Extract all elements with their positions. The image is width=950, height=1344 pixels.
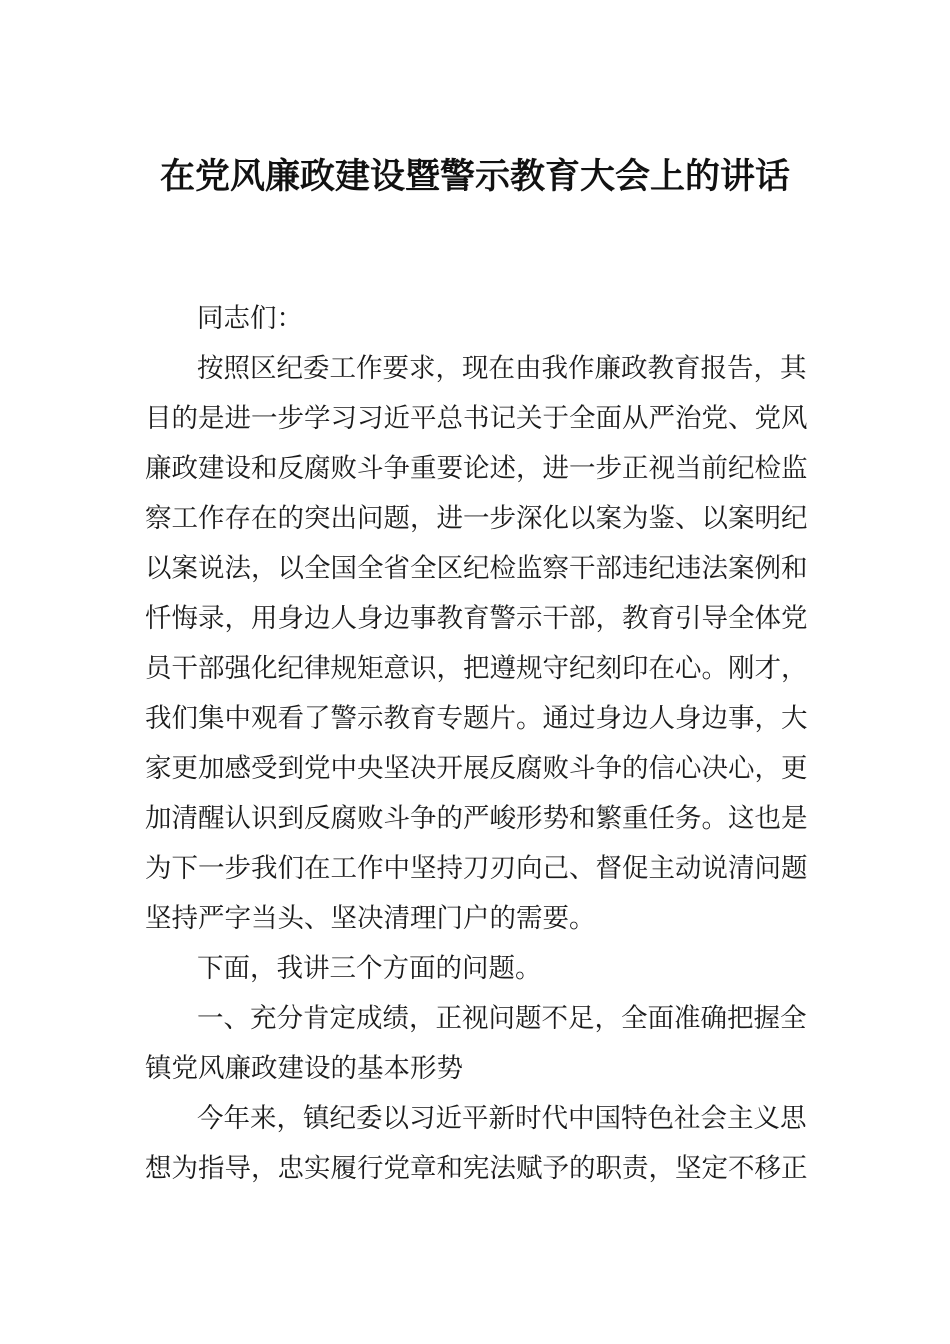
body-line: 我们集中观看了警示教育专题片。通过身边人身边事，大	[145, 703, 808, 734]
body-line: 加清醒认识到反腐败斗争的严峻形势和繁重任务。这也是	[145, 803, 808, 834]
body-line: 按照区纪委工作要求，现在由我作廉政教育报告，其	[197, 353, 807, 384]
body-line: 察工作存在的突出问题，进一步深化以案为鉴、以案明纪	[145, 503, 808, 534]
body-line: 今年来，镇纪委以习近平新时代中国特色社会主义思	[197, 1103, 807, 1134]
body-line: 廉政建设和反腐败斗争重要论述，进一步正视当前纪检监	[145, 453, 808, 484]
body-line: 为下一步我们在工作中坚持刀刃向己、督促主动说清问题	[145, 853, 808, 884]
body-line: 家更加感受到党中央坚决开展反腐败斗争的信心决心，更	[145, 753, 808, 784]
section-heading-line: 镇党风廉政建设的基本形势	[145, 1053, 463, 1084]
body-line: 目的是进一步学习习近平总书记关于全面从严治党、党风	[145, 403, 808, 434]
document-title: 在党风廉政建设暨警示教育大会上的讲话	[159, 157, 790, 197]
body-line: 想为指导，忠实履行党章和宪法赋予的职责，坚定不移正	[145, 1153, 808, 1184]
body-line: 下面，我讲三个方面的问题。	[197, 953, 542, 984]
body-line: 以案说法，以全国全省全区纪检监察干部违纪违法案例和	[145, 553, 808, 584]
section-heading-line: 一、充分肯定成绩，正视问题不足，全面准确把握全	[197, 1003, 807, 1034]
body-line: 忏悔录，用身边人身边事教育警示干部，教育引导全体党	[145, 603, 808, 634]
body-line: 坚持严字当头、坚决清理门户的需要。	[145, 903, 596, 934]
salutation-line: 同志们：	[197, 303, 303, 334]
body-line: 员干部强化纪律规矩意识，把遵规守纪刻印在心。刚才，	[145, 653, 808, 684]
